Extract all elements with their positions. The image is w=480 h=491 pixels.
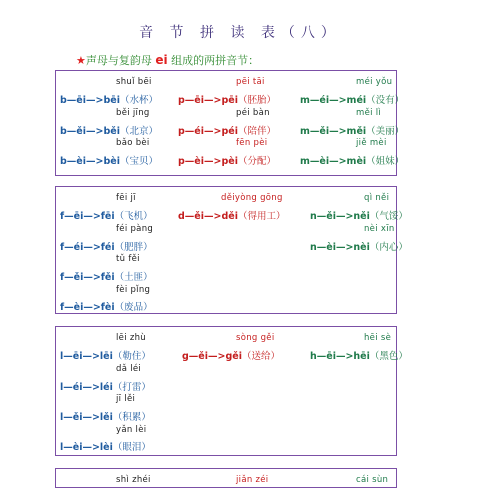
pinyin-label: jiě mèi	[356, 138, 387, 148]
spelling-entry: b—èi—>bèi（宝贝）	[60, 156, 158, 167]
spelling-entry: m—èi—>mèi（姐妹）	[300, 156, 405, 167]
table-row	[56, 409, 396, 425]
pinyin-label: dǎ léi	[116, 364, 142, 374]
subtitle-text-post: 组成的两拼音节：	[167, 54, 260, 67]
table-row	[56, 153, 405, 169]
table-row	[56, 239, 408, 255]
table-row	[56, 379, 396, 395]
pinyin-label: fēn pèi	[236, 138, 268, 148]
table-row	[56, 92, 405, 108]
table-row	[56, 269, 396, 285]
table-row	[56, 394, 396, 410]
table-row	[56, 299, 396, 315]
table-row	[56, 77, 396, 93]
subtitle-text-pre: 声母与复韵母	[85, 54, 156, 67]
pinyin-label: jiǎn zéi	[236, 475, 269, 485]
spelling-entry: n—ěi—>něi（气馁）	[310, 211, 408, 222]
spelling-entry: f—èi—>fèi（废品）	[60, 302, 153, 313]
table-row	[56, 348, 408, 364]
table-row	[56, 364, 396, 380]
pinyin-label: hēi sè	[364, 333, 392, 343]
pinyin-label: shuǐ bēi	[116, 77, 152, 87]
pinyin-label: pēi tāi	[236, 77, 265, 87]
table-row	[56, 208, 408, 224]
spelling-entry: l—ěi—>lěi（积累）	[60, 412, 151, 423]
page-title: 音 节 拼 读 表（八）	[139, 25, 341, 41]
pinyin-label: jī lěi	[116, 394, 136, 404]
spelling-entry: l—éi—>léi（打雷）	[60, 382, 151, 393]
pinyin-label: běi jīng	[116, 108, 150, 118]
pinyin-label: shì zhéi	[116, 475, 151, 485]
pinyin-label: lēi zhù	[116, 333, 146, 343]
table-row	[56, 138, 396, 154]
pinyin-label: měi lì	[356, 108, 382, 118]
pinyin-label: cái sùn	[356, 475, 389, 485]
table-row	[56, 333, 396, 349]
pinyin-label: sòng gěi	[236, 333, 275, 343]
table-row	[56, 193, 396, 209]
subtitle	[76, 52, 259, 68]
pinyin-label: péi bàn	[236, 108, 270, 118]
pinyin-label: nèi xīn	[364, 224, 395, 234]
pinyin-label: děiyòng gōng	[221, 193, 283, 203]
spelling-entry: p—ēi—>pēi（胚胎）	[178, 95, 276, 106]
table-row	[56, 224, 396, 240]
star-icon: ★	[76, 54, 86, 67]
pinyin-label: qì něi	[364, 193, 390, 203]
pinyin-label: yǎn lèi	[116, 425, 147, 435]
spelling-entry: f—éi—>féi（肥胖）	[60, 242, 153, 253]
pinyin-label: tǔ fěi	[116, 254, 140, 264]
spelling-entry: l—èi—>lèi（眼泪）	[60, 442, 151, 453]
spelling-entry: p—éi—>péi（陪伴）	[178, 126, 276, 137]
syllable-box-b-p-m	[55, 70, 405, 176]
spelling-entry: m—ěi—>měi（美丽）	[300, 126, 405, 137]
spelling-entry: g—ěi—>gěi（送给）	[182, 351, 280, 362]
table-row	[56, 123, 405, 139]
pinyin-label: bǎo bèi	[116, 138, 150, 148]
table-row	[56, 439, 396, 455]
syllable-box-f-d-n	[55, 186, 408, 314]
syllable-box-l-g-h	[55, 326, 408, 456]
spelling-entry: m—éi—>méi（没有）	[300, 95, 405, 106]
spelling-entry: f—ěi—>fěi（土匪）	[60, 272, 153, 283]
table-row	[56, 254, 396, 270]
spelling-entry: p—èi—>pèi（分配）	[178, 156, 276, 167]
spelling-entry: d—ěi—>děi（得用工）	[178, 211, 286, 222]
spelling-entry: n—èi—>nèi（内心）	[310, 242, 408, 253]
table-row	[56, 475, 396, 491]
pinyin-label: fēi jī	[116, 193, 136, 203]
syllable-box-zh-z-c	[55, 468, 397, 488]
spelling-entry: l—ēi—>lēi（勒住）	[60, 351, 151, 362]
spelling-entry: h—ēi—>hēi（黑色）	[310, 351, 408, 362]
pinyin-label: féi pàng	[116, 224, 154, 234]
spelling-entry: f—ēi—>fēi（飞机）	[60, 211, 153, 222]
subtitle-ei: ei	[155, 53, 168, 67]
table-row	[56, 108, 396, 124]
spelling-entry: b—ěi—>běi（北京）	[60, 126, 158, 137]
pinyin-label: méi yǒu	[356, 77, 393, 87]
spelling-entry: b—ēi—>bēi（水杯）	[60, 95, 158, 106]
pinyin-label: fèi pǐng	[116, 285, 151, 295]
